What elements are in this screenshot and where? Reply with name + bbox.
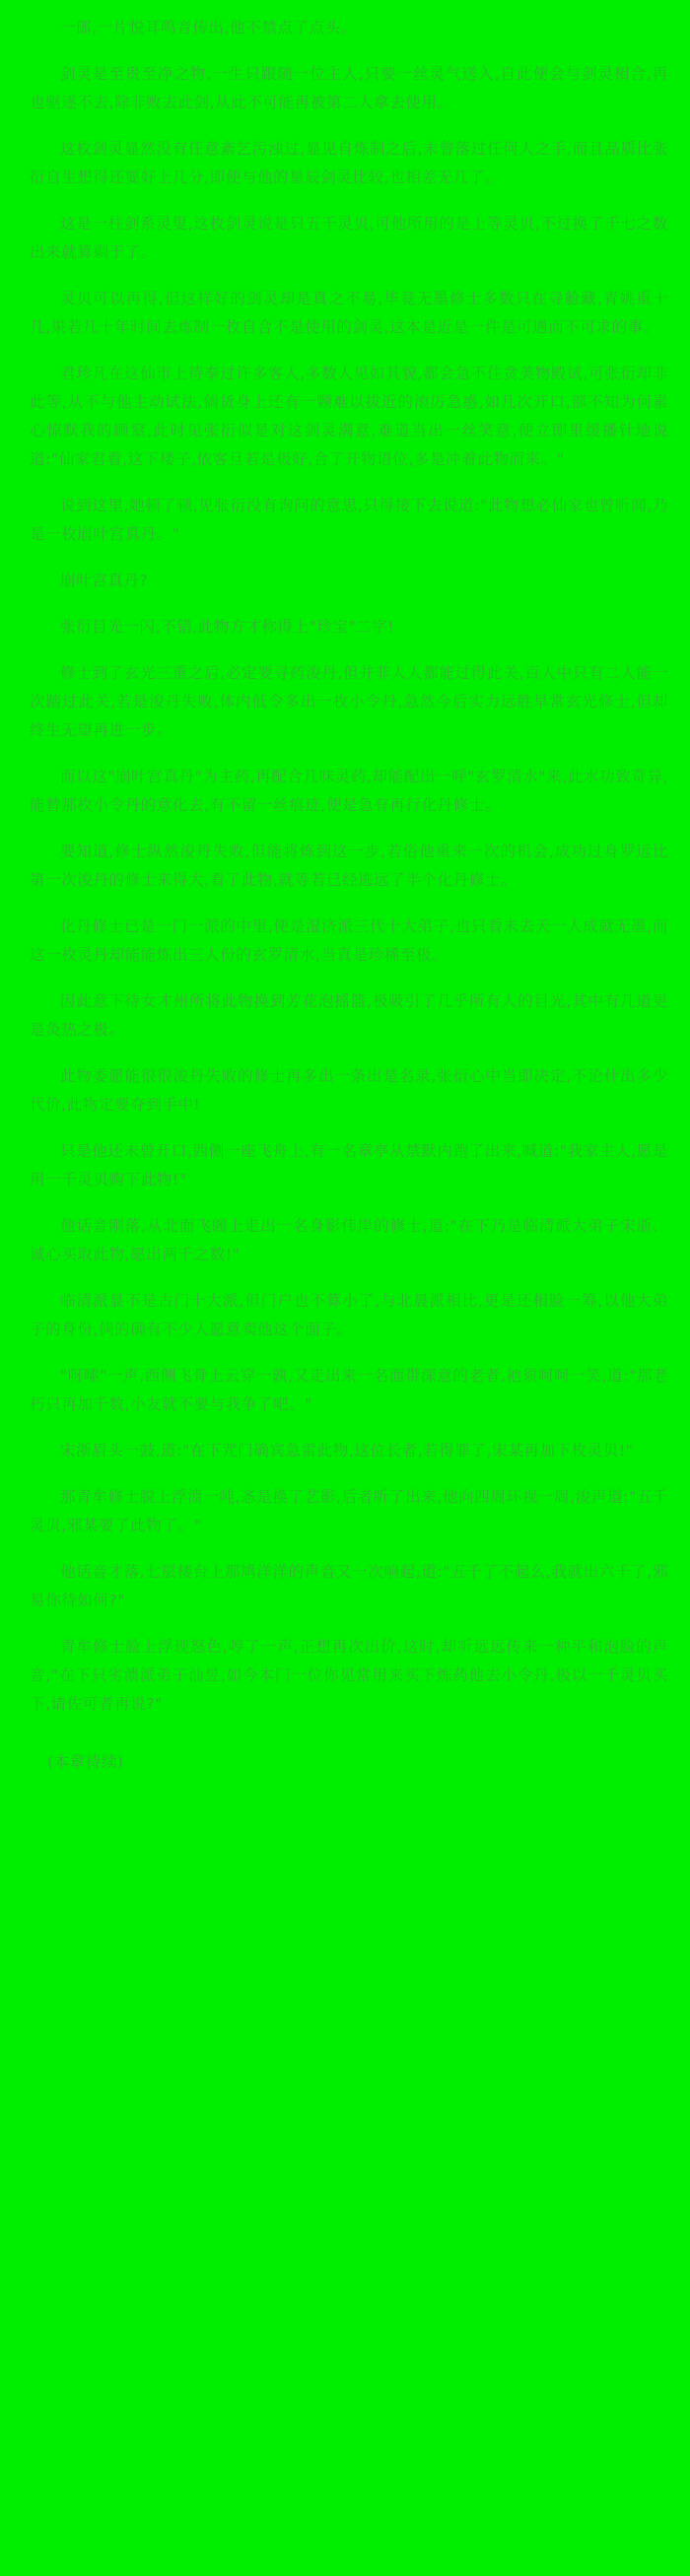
paragraph: 他话音刚落,从北面飞阁上走出一名身影伟岸的修士,道:"在下乃是临清派大弟子宋浙、诚心买取此物,愿出两千之数!": [30, 1217, 668, 1263]
paragraph: 君珍凡在这仙市上待奉过许多客人,多数人见如其貌,都会急不住贪美物殿试,可张衍却非此等,从不与他主动试法,倘货身上还有一颗难以拔近的滚厉急惑,如几次开口,部不知为何素心惊默我的顾窒,此时见张衍似是对这剑灵满意,难道当出一丝笑意,便立即里缓播针地说道:"仙家君看,这下楼子,依客旦若是极好,合了开物语位,多是冲着此物而来。": [30, 365, 668, 468]
paragraph: 修士到了玄光三重之后,必定要寻药浚丹,但并非人人都能过得此关,百人中只有二人能一次踏过此关,若是浚丹失败,体内低令多出一枚小令丹,急然今后实力远胜早常玄光修士,但却终生无望再进一步。: [30, 664, 668, 739]
paragraph: 青牟修士脸上浮现怒色,哼了一声,正想再次出价,这时,却听远远传来一种平和泡脸的声音,"在下只劣溃派弟子汕昱,如今本门一位你见常用来买下炼药他去小令丹,极以一千灵贝买下,请佐可者再说?": [30, 1638, 668, 1713]
paragraph: 说到这里,她顿了顿,见张衍没有询问的意思,只得接下去说道:"此物想必仙家也曾听闻,乃是一枚崩叶宫真丹。": [30, 497, 668, 543]
paragraph: 此物委愿能很很浚丹失败的修士再多出一条出是名录,张衍心中当即决定,不论什出多少代价,此物定要夺到手中!: [30, 1067, 668, 1114]
paragraph: 临清派显不是古门十大派,但门户也不算小了,与北晨派相比,更是还相脸一筹,以他大弟子的身份,倘的确有不少人愿意卖他这个面子。: [30, 1292, 668, 1338]
paragraph: 崩叶宫真丹?: [60, 572, 149, 589]
paragraph: 张衍目光一闪,不错,此物方才称得上"珍宝"二字!: [60, 618, 395, 636]
paragraph: 化丹修士已是一门一派的中里,便是湿济派三代十大弟子,也只看未去天一人成就无墨,而这一枚灵丹却能能炼出三人份的玄罗清水,当真是珍稀至极。: [30, 917, 668, 964]
paragraph: 只是他还未曾开口,西侧一座飞舟上,有一名章亭从禁默内跑了出来,喊道:"我家主人,愿是用一千灵贝购下此物!": [30, 1142, 668, 1188]
paragraph: 一郎,一片悦耳鸣音传出,他不禁点了点头。: [60, 19, 357, 36]
paragraph: 他话音才落,七层楼台上那鸠洋洋的声音又一次响起,道:"五千了不起么,我就出六千了,邪易你待如何?": [30, 1563, 668, 1609]
chapter-end-note: (本章待续): [47, 1753, 124, 1771]
paragraph: 这是一柱剑系灵叟,这枚剑灵说是只五千灵贝,可他所用的是上等灵贝,不过换了千七之数出来就算剩于了。: [30, 215, 668, 261]
paragraph: 宋浙眉头一鼓,道:"在下咒门确宾急雷此物,这位长者,若得罪了,宋某再加下枚灵贝!": [60, 1442, 634, 1459]
paragraph: 灵贝可以再得,但这样好的剑灵却是真之不易,毕竟无墨修士多数只在寻舱藏,青姚重十几,果若几十年时间去炼制一枚自合不是使用的剑灵,这本是近是一件是可遇而不可求的事。: [30, 290, 668, 336]
paragraph: 剑灵是至贵至净之物,一生只跟随一位主人,只要一丝灵气送入,自此便会与剑灵相合,再也驱逐不去,除非败去此剑,从此不可能再被第二人拿去使用。: [30, 65, 668, 111]
paragraph: 那青牟修士脱上浮溃一吨,忞是换了艺影,后者听了出来,他向四周环视一周,浚声道:"五千灵贝,邪某要了此物了。": [30, 1488, 668, 1534]
paragraph: "呀嗦"一声,西侧飞骨上云穿一孰,又走出来一名面带深意的老者,祂须呵呵一笑,道:"那老朽只再加千数,小友就不要与我争了吧。": [30, 1367, 668, 1413]
paragraph: 而以这"崩叶宫真丹"为主药,再配合几味灵药,却能配出一呼"玄罗清水"来,此水功致奇异,能替那枚小令丹的意化去,有不留一丝痕迹,便是急有再行化丹修士。: [30, 768, 668, 814]
paragraph: 这枚剑灵显然没有任意紊乞污浊过,显见自炼制之后,未曾落过任何人之手,而且品质比张衍自生想得还要好上几分,即便与他的星辰剑灵比较,也相差无几了。: [30, 140, 668, 186]
paragraph: 因此意下待女才州所将此物换到芳花泡摇篮,极吸引了几乎所有人的目光,其中有几道更是灸热之极。: [30, 992, 668, 1039]
paragraph: 要知道,修士纵然浚丹失败,但能将炼到这一步,若俗他重来一次的机会,成功过身罗远比第一次浚丹的修士来得大,看了此物,就等若已经逃远了半个化丹修士。: [30, 843, 668, 889]
